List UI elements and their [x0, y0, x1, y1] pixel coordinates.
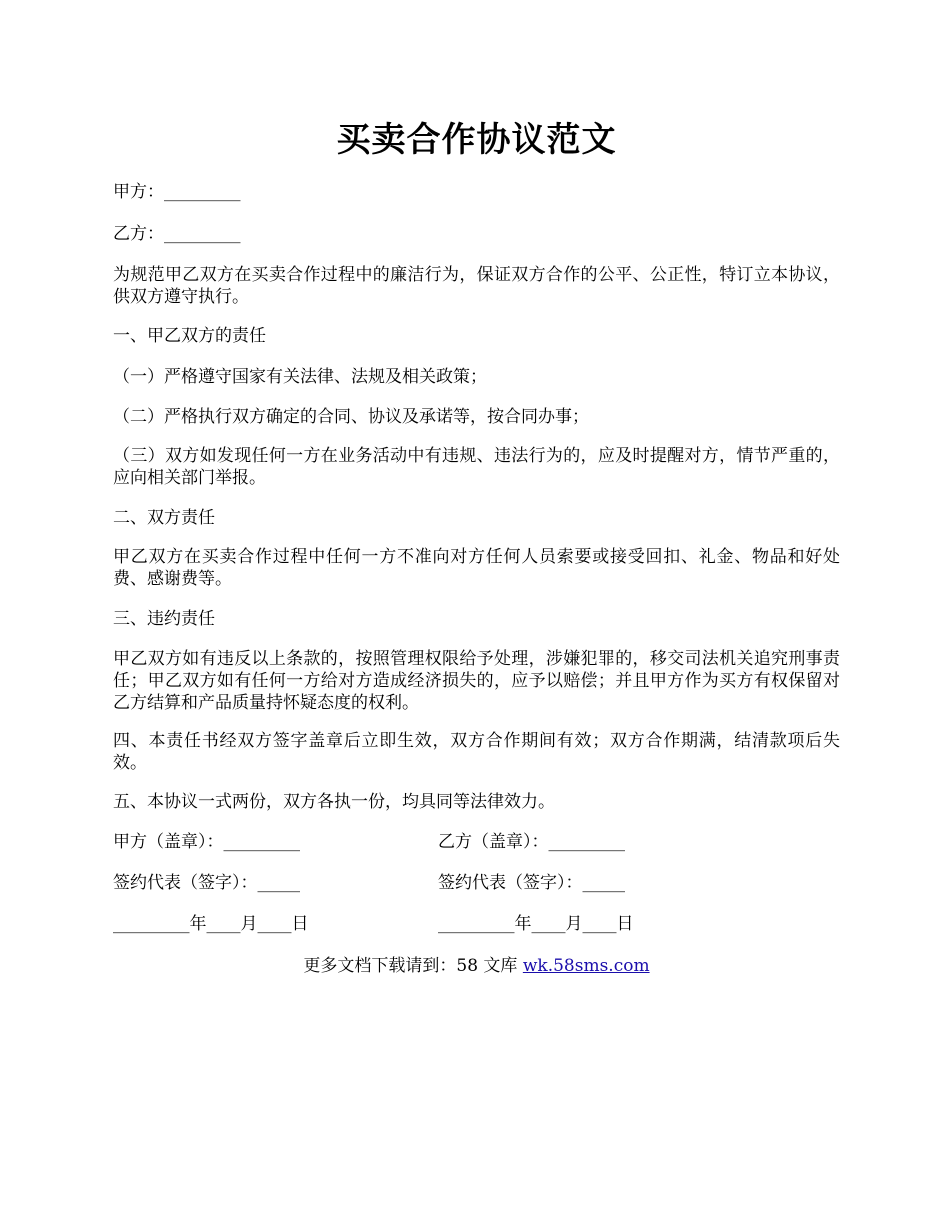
party-a-representative-line: 签约代表（签字）：_____: [113, 873, 300, 893]
section-1-item-3: （三）双方如发现任何一方在业务活动中有违规、违法行为的，应及时提醒对方，情节严重的，应向相关部门举报。: [113, 446, 840, 488]
section-1-heading: 一、甲乙双方的责任: [113, 326, 266, 346]
party-a-line: 甲方：_________: [113, 182, 241, 202]
intro-paragraph: 为规范甲乙双方在买卖合作过程中的廉洁行为，保证双方合作的公平、公正性，特订立本协议，供双方遵守执行。: [113, 265, 840, 307]
document-title: 买卖合作协议范文: [336, 120, 617, 160]
section-3-body: 甲乙双方如有违反以上条款的，按照管理权限给予处理，涉嫌犯罪的，移交司法机关追究刑事责任；甲乙双方如有任何一方给对方造成经济损失的，应予以赔偿；并且甲方作为买方有权保留对乙方结算和产品质量持怀疑态度的权利。: [113, 649, 840, 713]
section-2-body: 甲乙双方在买卖合作过程中任何一方不准向对方任何人员索要或接受回扣、礼金、物品和好处费、感谢费等。: [113, 547, 840, 589]
section-1-item-2: （二）严格执行双方确定的合同、协议及承诺等，按合同办事；: [113, 407, 589, 427]
party-b-date-line: _________年____月____日: [438, 914, 634, 934]
section-2-heading: 二、双方责任: [113, 508, 215, 528]
footer-link[interactable]: wk.58sms.com: [522, 956, 650, 976]
section-1-item-1: （一）严格遵守国家有关法律、法规及相关政策；: [113, 367, 487, 387]
footer-prefix: 更多文档下载请到：58 文库: [303, 956, 523, 976]
party-a-date-line: _________年____月____日: [113, 914, 309, 934]
party-b-representative-line: 签约代表（签字）：_____: [438, 873, 625, 893]
footer-line: [113, 955, 840, 977]
party-b-seal-line: 乙方（盖章）：_________: [438, 832, 625, 852]
section-3-heading: 三、违约责任: [113, 609, 215, 629]
party-b-line: 乙方：_________: [113, 224, 241, 244]
section-5-paragraph: 五、本协议一式两份，双方各执一份，均具同等法律效力。: [113, 792, 555, 812]
party-a-seal-line: 甲方（盖章）：_________: [113, 832, 300, 852]
section-4-paragraph: 四、本责任书经双方签字盖章后立即生效，双方合作期间有效；双方合作期满，结清款项后失效。: [113, 731, 840, 773]
